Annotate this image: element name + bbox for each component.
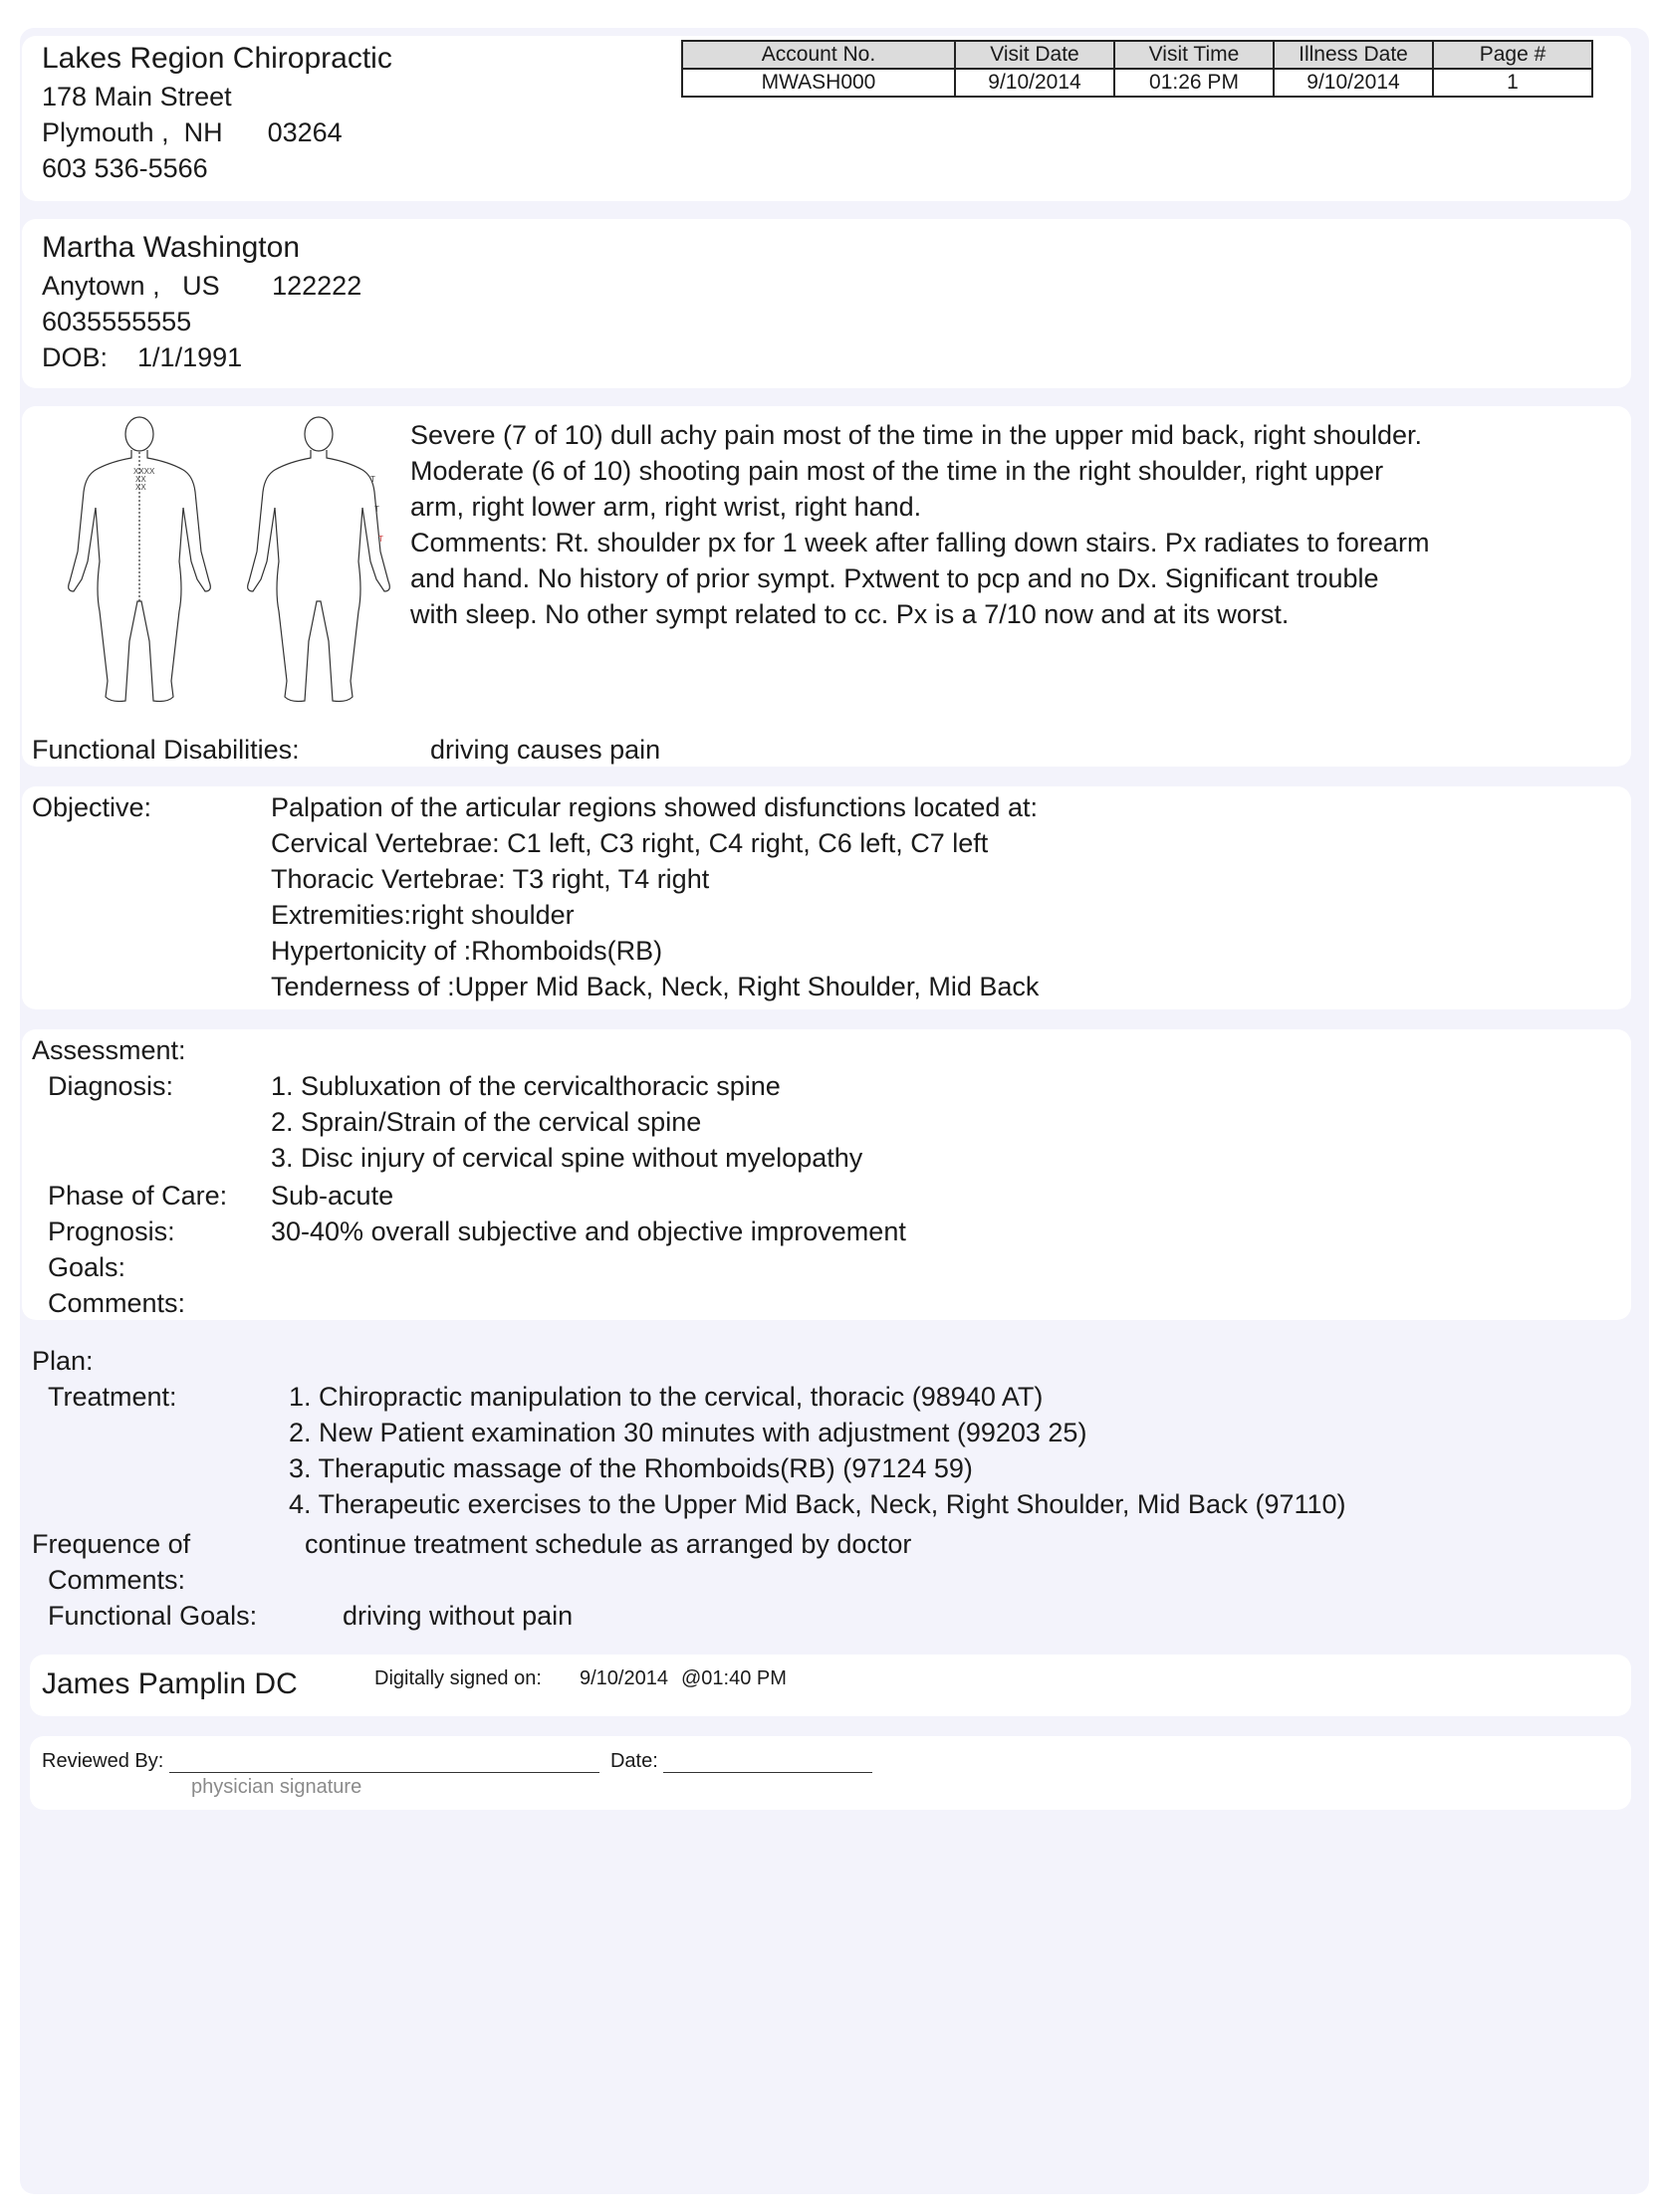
body-chart <box>30 412 406 711</box>
header-account-no: Account No. <box>682 41 955 69</box>
side-mark-3: T <box>378 535 383 544</box>
subjective-line-6: with sleep. No other sympt related to cc. Px is a 7/10 now and at its worst. <box>410 599 1290 629</box>
plan-comments-label: Comments: <box>48 1565 186 1595</box>
clinic-state: NH <box>183 117 223 147</box>
back-mark-3: XX <box>135 483 146 492</box>
diagnosis-label: Diagnosis: <box>48 1071 174 1101</box>
phase-value: Sub-acute <box>271 1181 394 1211</box>
assessment-card <box>22 1029 1631 1320</box>
doctor-name: James Pamplin DC <box>42 1667 298 1700</box>
patient-city-line: Anytown , US 122222 <box>42 271 362 301</box>
patient-state: US <box>182 271 220 301</box>
reviewed-by-label: Reviewed By: <box>42 1750 164 1772</box>
subjective-line-2: Moderate (6 of 10) shooting pain most of the time in the right shoulder, right upper <box>410 456 1384 486</box>
diagnosis-item-1: 1. Subluxation of the cervicalthoracic spine <box>271 1071 781 1101</box>
side-mark-1: T <box>370 475 375 484</box>
clinic-street: 178 Main Street <box>42 82 232 111</box>
subjective-line-5: and hand. No history of prior sympt. Pxtwent to pcp and no Dx. Significant trouble <box>410 563 1379 593</box>
treatment-label: Treatment: <box>48 1382 177 1412</box>
assessment-label: Assessment: <box>32 1035 186 1065</box>
functional-disabilities-value: driving causes pain <box>430 735 661 765</box>
prognosis-value: 30-40% overall subjective and objective improvement <box>271 1217 906 1246</box>
subjective-line-1: Severe (7 of 10) dull achy pain most of the time in the upper mid back, right shoulder. <box>410 420 1423 450</box>
treatment-item-4: 4. Therapeutic exercises to the Upper Mid Back, Neck, Right Shoulder, Mid Back (97110) <box>289 1489 1346 1519</box>
objective-line-3: Thoracic Vertebrae: T3 right, T4 right <box>271 864 710 894</box>
signed-on-label: Digitally signed on: <box>374 1667 542 1689</box>
side-marks <box>370 475 383 544</box>
plan-label: Plan: <box>32 1346 94 1376</box>
clinic-phone: 603 536-5566 <box>42 153 208 183</box>
physician-signature-caption: physician signature <box>191 1776 362 1798</box>
patient-phone: 6035555555 <box>42 307 192 336</box>
header-illness-date: Illness Date <box>1274 41 1433 69</box>
review-date-label: Date: <box>609 1750 658 1772</box>
clinic-city-line: Plymouth , NH 03264 <box>42 117 343 147</box>
phase-label: Phase of Care: <box>48 1181 228 1211</box>
clinic-zip: 03264 <box>267 117 343 147</box>
back-mark-1: XXXX <box>133 467 155 476</box>
review-date-line[interactable] <box>663 1754 872 1773</box>
patient-zip: 122222 <box>272 271 362 301</box>
value-illness-date: 9/10/2014 <box>1274 69 1433 97</box>
treatment-item-3: 3. Theraputic massage of the Rhomboids(RB) (97124 59) <box>289 1453 973 1483</box>
value-account-no: MWASH000 <box>682 69 955 97</box>
frequence-label: Frequence of <box>32 1529 191 1559</box>
objective-label: Objective: <box>32 792 152 822</box>
patient-dob-line <box>42 342 242 373</box>
goals-label: Goals: <box>48 1252 126 1282</box>
side-view-figure <box>248 417 390 702</box>
visit-info-table <box>681 40 1593 98</box>
header-visit-time: Visit Time <box>1114 41 1274 69</box>
back-view-figure <box>69 417 211 702</box>
subjective-line-3: arm, right lower arm, right wrist, right hand. <box>410 492 922 522</box>
treatment-item-1: 1. Chiropractic manipulation to the cervical, thoracic (98940 AT) <box>289 1382 1044 1412</box>
side-mark-2: T <box>374 505 379 514</box>
reviewed-by-line <box>42 1750 872 1773</box>
objective-line-4: Extremities:right shoulder <box>271 900 575 930</box>
value-visit-date: 9/10/2014 <box>955 69 1114 97</box>
treatment-item-2: 2. New Patient examination 30 minutes with adjustment (99203 25) <box>289 1418 1087 1447</box>
functional-goals-label: Functional Goals: <box>48 1601 258 1631</box>
functional-disabilities-label: Functional Disabilities: <box>32 735 300 765</box>
body-chart-panel <box>30 412 406 711</box>
diagnosis-item-2: 2. Sprain/Strain of the cervical spine <box>271 1107 702 1137</box>
objective-line-6: Tenderness of :Upper Mid Back, Neck, Right Shoulder, Mid Back <box>271 972 1040 1001</box>
value-visit-time: 01:26 PM <box>1114 69 1274 97</box>
clinic-name: Lakes Region Chiropractic <box>42 42 392 75</box>
reviewed-by-signature-line[interactable] <box>169 1754 599 1773</box>
objective-line-1: Palpation of the articular regions showed disfunctions located at: <box>271 792 1038 822</box>
patient-dob-label: DOB: <box>42 342 109 372</box>
functional-goals-value: driving without pain <box>343 1601 574 1631</box>
patient-city: Anytown <box>42 271 145 301</box>
back-marks <box>133 467 155 492</box>
objective-line-5: Hypertonicity of :Rhomboids(RB) <box>271 936 663 966</box>
visit-table-header-row <box>682 41 1592 69</box>
objective-line-2: Cervical Vertebrae: C1 left, C3 right, C4 right, C6 left, C7 left <box>271 828 989 858</box>
header-visit-date: Visit Date <box>955 41 1114 69</box>
frequence-value: continue treatment schedule as arranged by doctor <box>305 1529 912 1559</box>
diagnosis-item-3: 3. Disc injury of cervical spine without myelopathy <box>271 1143 863 1173</box>
clinic-city: Plymouth <box>42 117 154 147</box>
patient-dob: 1/1/1991 <box>137 342 243 372</box>
signed-date: 9/10/2014 <box>580 1667 668 1689</box>
prognosis-label: Prognosis: <box>48 1217 175 1246</box>
header-page-number: Page # <box>1433 41 1592 69</box>
signed-time: @01:40 PM <box>681 1667 787 1689</box>
subjective-line-4: Comments: Rt. shoulder px for 1 week after falling down stairs. Px radiates to forearm <box>410 528 1430 557</box>
visit-table-value-row <box>682 69 1592 97</box>
assessment-comments-label: Comments: <box>48 1288 186 1318</box>
back-mark-2: XX <box>135 475 146 484</box>
patient-name: Martha Washington <box>42 231 301 264</box>
value-page-number: 1 <box>1433 69 1592 97</box>
